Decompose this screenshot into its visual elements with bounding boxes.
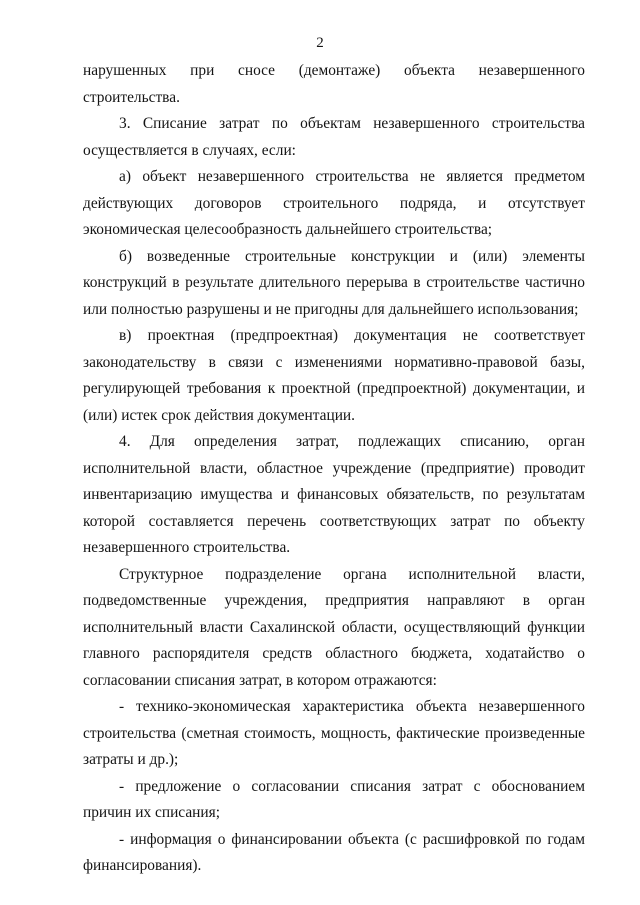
list-item-financing: - информация о финансировании объекта (с расшифровкой по годам финансирования). xyxy=(83,830,585,874)
page-number: 2 xyxy=(316,35,324,51)
list-item-proposal: - предложение о согласовании списания затрат с обоснованием причин их списания; xyxy=(83,777,585,821)
paragraph-continuation: нарушенных при сносе (демонтаже) объекта незавершенного строительства. xyxy=(83,62,585,106)
paragraph-item-3: 3. Списание затрат по объектам незавершенного строительства осуществляется в случаях, если: xyxy=(83,115,585,159)
paragraph-item-4: 4. Для определения затрат, подлежащих списанию, орган исполнительной власти, областное учреждение (предприятие) проводит инвентаризацию имущества и финансовых обязательств, по результатам которой составляется перечень соответствующих затрат по объекту незавершенного строительства. xyxy=(83,433,585,556)
paragraph-petition: Структурное подразделение органа исполнительной власти, подведомственные учреждения, предприятия направляют в орган исполнительный власти Сахалинской области, осуществляющий функции главного распорядителя средств областного бюджета, ходатайство о согласовании списания затрат, в котором отражаются: xyxy=(83,565,585,689)
document-body xyxy=(83,58,585,880)
list-item-characteristics: - технико-экономическая характеристика объекта незавершенного строительства (сметная стоимость, мощность, фактические произведенные затраты и др.); xyxy=(83,698,585,768)
paragraph-subitem-v: в) проектная (предпроектная) документация не соответствует законодательству в связи с изменениями нормативно-правовой базы, регулирующей требования к проектной (предпроектной) документации, и (или) истек срок действия документации. xyxy=(83,327,585,424)
paragraph-subitem-b: б) возведенные строительные конструкции и (или) элементы конструкций в результате длительного перерыва в строительстве частично или полностью разрушены и не пригодны для дальнейшего использования; xyxy=(83,247,585,318)
paragraph-subitem-a: а) объект незавершенного строительства не является предметом действующих договоров строительного подряда, и отсутствует экономическая целесообразность дальнейшего строительства; xyxy=(83,168,585,238)
